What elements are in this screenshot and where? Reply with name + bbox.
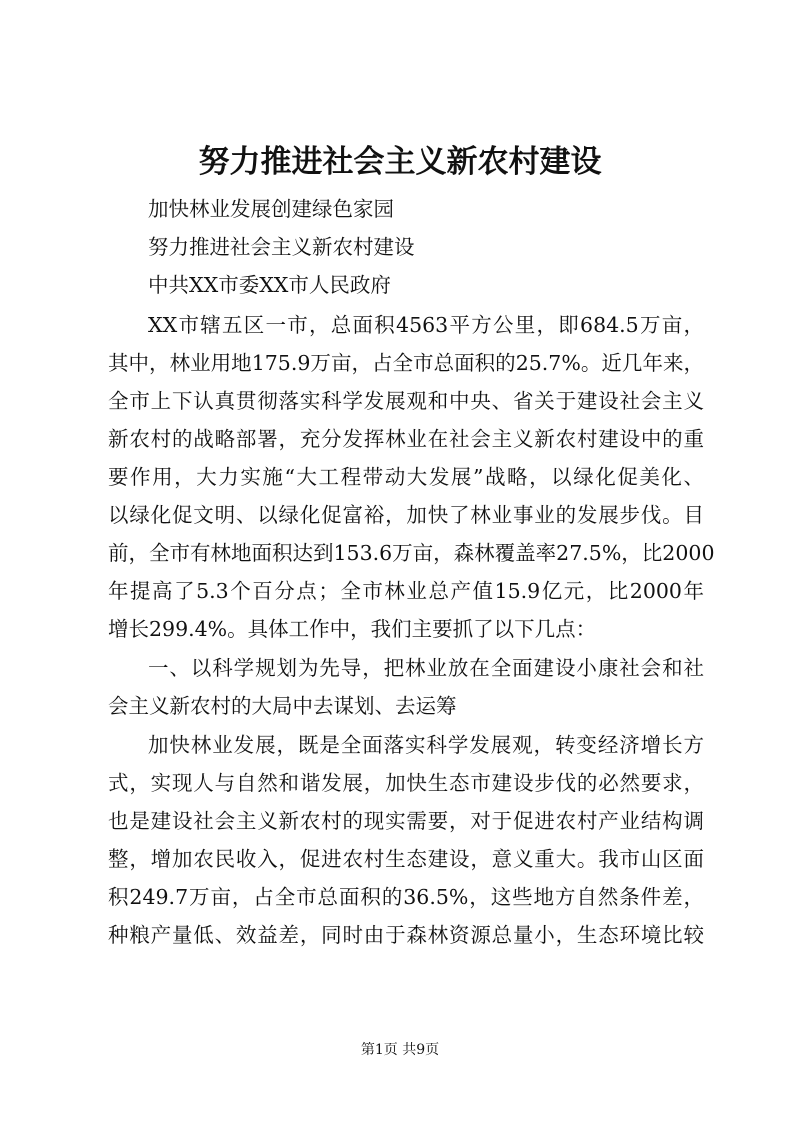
paragraph-2-line: 种粮产量低、效益差，同时由于森林资源总量小，生态环境比较 [108,923,704,947]
paragraph-1-line: 以绿化促文明、以绿化促富裕，加快了林业事业的发展步伐。目 [108,503,704,527]
paragraph-1-line: 全市上下认真贯彻落实科学发展观和中央、省关于建设社会主义 [108,389,704,413]
paragraph-2-line: 也是建设社会主义新农村的现实需要，对于促进农村产业结构调 [108,809,704,833]
paragraph-1-line: 新农村的战略部署，充分发挥林业在社会主义新农村建设中的重 [108,427,704,451]
paragraph-2-line: 式，实现人与自然和谐发展，加快生态市建设步伐的必然要求， [108,771,704,795]
paragraph-1-line: XX市辖五区一市，总面积4563平方公里，即684.5万亩， [148,313,704,337]
paragraph-2-line: 整，增加农民收入，促进农村生态建设，意义重大。我市山区面 [108,847,704,871]
paragraph-1-line: 增长299.4%。具体工作中，我们主要抓了以下几点： [108,617,597,641]
paragraph-2-line: 加快林业发展，既是全面落实科学发展观，转变经济增长方 [148,733,704,757]
paragraph-1-line: 年提高了5.3个百分点；全市林业总产值15.9亿元，比2000年 [108,579,704,603]
paragraph-1-line: 要作用，大力实施“大工程带动大发展”战略，以绿化促美化、 [108,465,704,489]
subheading-3: 中共XX市委XX市人民政府 [148,273,391,297]
paragraph-1-line: 前，全市有林地面积达到153.6万亩，森林覆盖率27.5%，比2000 [108,541,715,565]
section-heading-line: 一、以科学规划为先导，把林业放在全面建设小康社会和社 [148,656,704,680]
section-heading-line: 会主义新农村的大局中去谋划、去运筹 [108,694,457,718]
subheading-2: 努力推进社会主义新农村建设 [148,235,415,259]
subheading-1: 加快林业发展创建绿色家园 [148,197,394,221]
paragraph-1-line: 其中，林业用地175.9万亩，占全市总面积的25.7%。近几年来， [108,351,704,375]
paragraph-2-line: 积249.7万亩，占全市总面积的36.5%，这些地方自然条件差， [108,885,704,909]
page-footer: 第1页 共9页 [360,1042,440,1058]
page-title: 努力推进社会主义新农村建设 [198,144,602,180]
